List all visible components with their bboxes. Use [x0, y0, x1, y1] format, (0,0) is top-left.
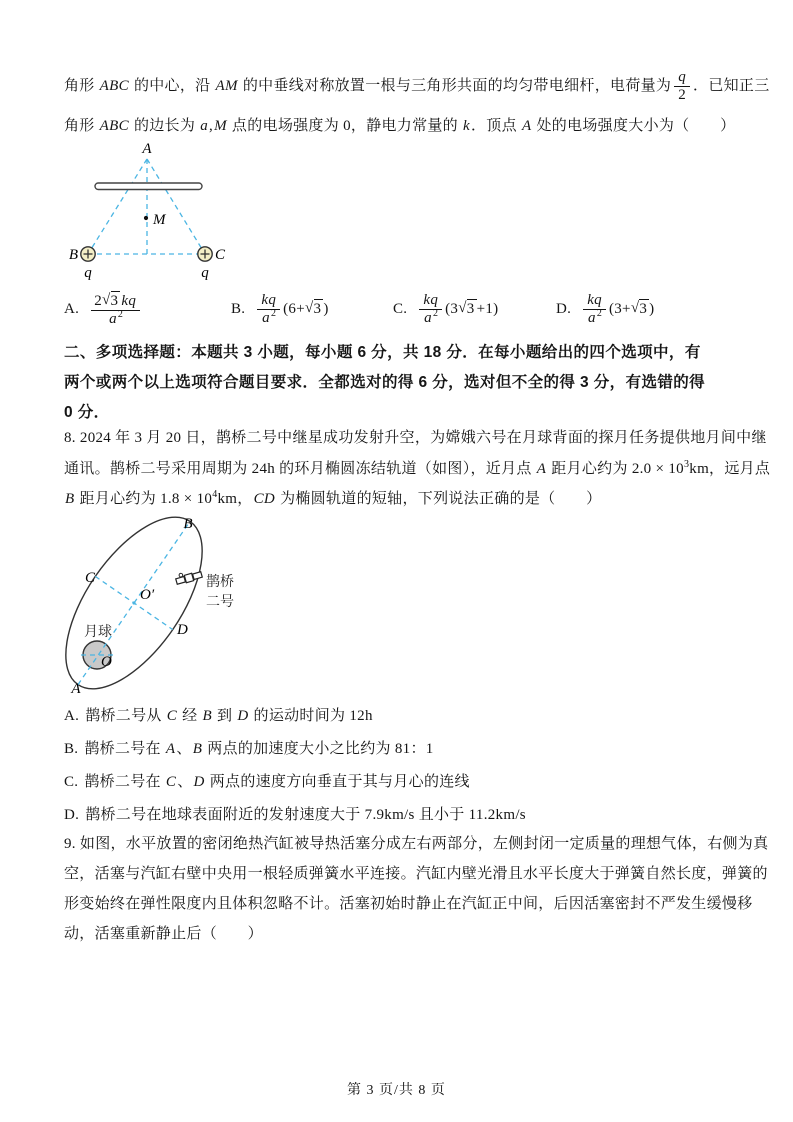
q7-option-b-label: B. [231, 301, 246, 317]
q8-option-c [64, 770, 470, 791]
q7-option-b-formula: $\frac{kq}{a^2}$ (6+√3 ) [254, 301, 328, 317]
q7-text-line-1: 角形 ABC 的中心，沿 AM 的中垂线对称放置一根与三角形共面的均匀带电细杆，电荷量为 $\frac{q}{2}$ ．已知正三 [64, 68, 770, 104]
satellite-text-line-2: 二号 [206, 595, 234, 610]
q8-text-line-1: 8. 2024 年 3 月 20 日，鹊桥二号中继星成功发射升空，为嫦娥六号在月球背面的探月任务提供地月间中继 [64, 430, 767, 446]
q7-option-d-label: D. [556, 301, 572, 317]
q8-option-b-text: 鹊桥二号在 A、B 两点的加速度大小之比约为 81：1 [84, 741, 434, 757]
q9-text-line-3: 形变始终在弹性限度内且体积忽略不计。活塞初始时静止在汽缸正中间，后因活塞密封不严发生缓慢移 [64, 896, 753, 912]
q7-option-a-formula: $\frac{2√3 kq}{a^2}$ [88, 301, 143, 317]
moon-text-label: 月球 [84, 625, 112, 640]
page-footer: 第 3 页/共 8 页 [347, 1083, 446, 1098]
triangle-label-m: M [153, 212, 166, 228]
orbit-label-o: O [101, 654, 112, 670]
orbit-center-dot [132, 601, 135, 604]
charged-rod-icon [95, 183, 202, 190]
charge-b-icon [81, 247, 95, 261]
charge-c-icon [198, 247, 212, 261]
section-2-heading-line-2: 两个或两个以上选项符合题目要求．全都选对的得 6 分，选对但不全的得 3 分，有选错的得 [64, 374, 706, 391]
section-2-heading-line-3: 0 分． [64, 404, 110, 421]
point-m-dot [144, 216, 148, 220]
q7-option-c-formula: $\frac{kq}{a^2}$ (3√3 +1) [416, 301, 498, 317]
q7-option-d-formula: $\frac{kq}{a^2}$ (3+√3 ) [580, 301, 654, 317]
q8-option-d-text: 鹊桥二号在地球表面附近的发射速度大于 7.9km/s 且小于 11.2km/s [85, 807, 526, 823]
q9-text-line-4: 动，活塞重新静止后（ ） [64, 926, 263, 942]
satellite-text-line-1: 鹊桥 [206, 575, 234, 590]
q7-option-a-label: A. [64, 301, 80, 317]
q8-option-a [64, 704, 373, 725]
q8-option-a-label: A. [64, 708, 80, 724]
triangle-label-a: A [142, 141, 152, 157]
orbit-label-o-prime: O′ [140, 587, 155, 603]
q8-option-d [64, 803, 526, 824]
orbit-label-c: C [84, 570, 96, 586]
orbit-diagram [60, 512, 320, 702]
q7-option-d [556, 284, 764, 334]
triangle-label-c: C [215, 247, 226, 263]
q7-option-b [231, 284, 393, 334]
q9-text-line-2: 空，活塞与汽缸右壁中央用一根轻质弹簧水平连接。汽缸内壁光滑且水平长度大于弹簧自然长度，弹簧的 [64, 866, 768, 882]
q8-option-a-text: 鹊桥二号从 C 经 B 到 D 的运动时间为 12h [85, 708, 373, 724]
q8-text-line-2: 通讯。鹊桥二号采用周期为 24h 的环月椭圆冻结轨道（如图），近月点 A 距月心约为 $2.0 \times 10^3km$，远月点 [64, 459, 771, 477]
orbit-label-b: B [183, 516, 193, 532]
triangle-side-ac [147, 159, 205, 254]
q8-option-b-label: B. [64, 741, 79, 757]
q8-option-c-text: 鹊桥二号在 C、D 两点的速度方向垂直于其与月心的连线 [84, 774, 470, 790]
triangle-diagram [64, 140, 274, 290]
q8-option-c-label: C. [64, 774, 79, 790]
q7-option-c-label: C. [393, 301, 408, 317]
q7-options-row [64, 284, 764, 334]
q8-option-d-label: D. [64, 807, 80, 823]
section-2-heading-line-1: 二、多项选择题：本题共 3 小题，每小题 6 分，共 18 分．在每小题给出的四个选项中，有 [64, 344, 701, 361]
orbit-label-a: A [71, 681, 81, 697]
satellite-icon [175, 568, 203, 585]
triangle-label-q-right: q [201, 265, 209, 281]
q9-text-line-1: 9. 如图，水平放置的密闭绝热汽缸被导热活塞分成左右两部分，左侧封闭一定质量的理想气体，右侧为真 [64, 836, 769, 852]
q7-option-c [393, 284, 556, 334]
triangle-label-q-left: q [84, 265, 92, 281]
q7-option-a [64, 284, 231, 334]
q8-option-b [64, 737, 434, 758]
orbit-label-d: D [177, 622, 188, 638]
q7-text-line-2: 角形 ABC 的边长为 a,M 点的电场强度为 0，静电力常量的 k．顶点 A 处的电场强度大小为（ ） [64, 118, 736, 134]
triangle-label-b: B [68, 247, 78, 263]
q8-text-line-3: B 距月心约为 $1.8 \times 10^4km$，CD 为椭圆轨道的短轴，下列说法正确的是（ ） [65, 489, 602, 507]
triangle-side-ab [88, 159, 147, 254]
